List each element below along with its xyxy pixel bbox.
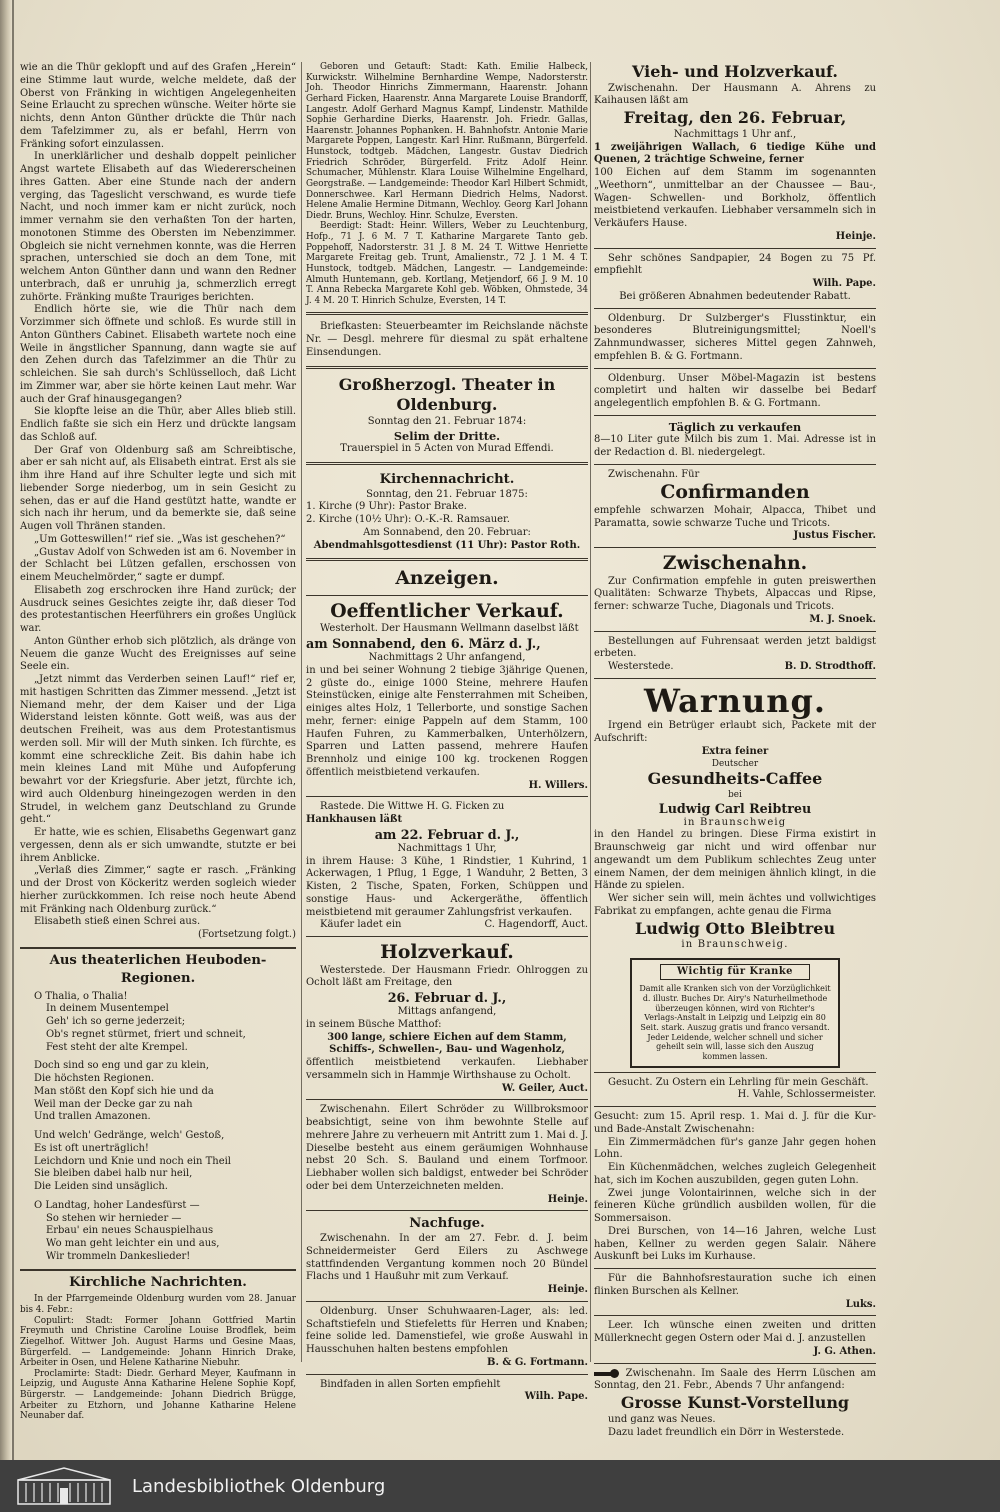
poem-line: Fest steht der alte Krempel. (46, 1041, 188, 1053)
column-1 (20, 62, 296, 1422)
sale-time: Nachmittags 2 Uhr anfangend, (368, 652, 526, 664)
cattle-signature: Heinje. (835, 230, 876, 242)
divider (306, 366, 588, 369)
mailbox-notice: Briefkasten: Steuerbeamter im Reichslande nächste Nr. — Desgl. mehrere für diesmal zu spät erhaltene Einsendungen. (306, 321, 588, 358)
births-list: Geboren und Getauft: Stadt: Kath. Emilie Halbeck, Kurwickstr. Wilhelmine Bernhardine Wempe, Nadorsterstr. Joh. Theodor Hinrichs Zimmermann, Haarenstr. Johann Gerhard Ficken, Haarenstr. Anna Margarete Louise Brandorff, Langestr. Adolf Gerhard Magnus Kampf, Lindenstr. Mathilde Sophie Gerhardine Dierks, Haarenstr. Joh. Friedr. Gallas, Haarenstr. Johannes Pophanken. H. Bahnhofstr. Antonie Marie Margarete Poppen, Langestr. Karl Hinr. Rußmann, Bürgerfeld. Hunstock, todtgeb. Mädchen, Langestr. Gustav Diedrich Friedrich Schröder, Bürgerfeld. Fritz Adolf Heinr. Schumacher, Mühlenstr. Klara Louise Wilhelmine Engelhard, Georgstraße. — Landgemeinde: Theodor Karl Hilbert Schmidt, Donnerschwee. Karl Hermann Diedrich Helms, Nadorst. Helene Amalie Hermine Ditmann, Wechloy. Georg Karl Johann Diedr. Bruns, Wechloy. Hinr. Schulze, Eversten. (306, 62, 588, 221)
church-news (20, 1294, 296, 1422)
nachfuge-title: Nachfuge. (409, 1216, 485, 1232)
church-news-title: Kirchliche Nachrichten. (69, 1274, 247, 1290)
miller-text: Leer. Ich wünsche einen zweiten und dritten Müllerknecht gegen Ostern oder Mai d. J. anzustellen (594, 1320, 876, 1345)
warning-real-name: Ludwig Otto Bleibtreu (634, 918, 836, 938)
story-paragraph: Der Graf von Oldenburg saß am Schreibtische, aber er sah nicht auf, als Elisabeth eintrat. Erst als sie ihm ihre Hand auf ihre Schulter legte und sich mit liebender Sorge niederbog, um in sein Gesicht zu sehen, das er auf die Hand gestützt hatte, wandte er sich nach ihr herum, und da bemerkte sie, daß seine Augen voll Thränen standen. (20, 444, 296, 532)
church-service-date: Sonntag, den 21. Februar 1875: (366, 488, 528, 500)
apprentice-signature: H. Vahle, Schlossermeister. (737, 1089, 876, 1101)
gutter-line (12, 0, 14, 1460)
deaths-list: Beerdigt: Stadt: Heinr. Willers, Weber zu Leuchtenburg, Hofp., 71 J. 6 M. 7 T. Katharine Margarete Tanto geb. Poppehoff, Nadorsterstr. 31 J. 8 M. 24 T. Wittwe Henriette Margarete Freitag geb. Trunt, Amalienstr., 72 J. 1 M. 4 T. Hunstock, todtgeb. Mädchen, Langestr. — Landgemeinde: Almuth Huntemann, geb. Kortlang, Metjendorf, 66 J. 9 M. 10 T. Anna Rebecka Margarete Kohl geb. Wöbken, Ohmstede, 34 J. 4 M. 20 T. Hinrich Schulze, Eversten, 14 T. (306, 221, 588, 306)
cattle-intro: Zwischenahn. Der Hausmann A. Ahrens zu Kaihausen läßt am (594, 82, 876, 107)
divider (594, 1072, 876, 1073)
story-paragraph: In unerklärlicher und deshalb doppelt peinlicher Angst wartete Elisabeth auf das Wiedererscheinen ihres Gatten. Aber eine Stunde nach der andern verging, das Tageslicht verschwand, es wurde tiefe Nacht, und noch immer kam er nicht zurück, noch immer vernahm sie den verhaßten Ton der harten, monotonen Stimme des Obersten im Nebenzimmer. Obgleich sie nicht vernehmen konnte, was die Herren sprachen, unterschied sie doch an dem Tone, mit welchem Anton Günther dann und wann den Redner unterbrach, daß er unruhig ja, schmerzlich erregt zuhörte. Fränking mußte Trauriges berichten. (20, 151, 296, 303)
show-title: Grosse Kunst-Vorstellung (620, 1393, 850, 1413)
divider (20, 947, 296, 949)
poem-stanza (20, 1060, 296, 1124)
poem-line: Und trallen Amazonen. (34, 1111, 151, 1123)
seed-signature-row (594, 661, 876, 674)
cattle-text: 100 Eichen auf dem Stamm im sogenannten „Weethorn“, unmittelbar an der Chaussee — Bau-, Wagen- Schwellen- und Borkholz, öffentlich meistbietend verkaufen. Liebhaber versammeln sich in Verkäufers Hause. (594, 167, 876, 230)
church-service-line: Abendmahlsgottesdienst (11 Uhr): Pastor Roth. (313, 539, 581, 551)
sale-intro: Westerholt. Der Hausmann Wellmann daselbst läßt (320, 623, 579, 635)
divider (594, 1363, 876, 1364)
poem-line: Leichdorn und Knie und noch ein Theil (34, 1155, 231, 1167)
church-proclamirte: Proclamirte: Stadt: Diedr. Gerhard Meyer, Kaufmann in Leipzig, und Auguste Anna Katharine Helene Sophie Kopf, Bürgerstr. — Landgemeinde: Johann Diedrich Brügge, Arbeiter zu Etzhorn, und Johanne Katharine Helene Neunaber daf. (20, 1368, 296, 1422)
sale-signature: H. Willers. (528, 779, 588, 791)
spa-jobs-text: Ein Zimmermädchen für's ganze Jahr gegen hohen Lohn. (594, 1136, 876, 1161)
library-footer (0, 1460, 1000, 1512)
warning-text: Wer sicher sein will, mein ächtes und vollwichtiges Fabrikat zu empfangen, achte genau die Firma (594, 893, 876, 917)
sale2-signature-row (306, 919, 588, 932)
poem-line: Doch sind so eng und gar zu klein, (34, 1060, 209, 1072)
milk-text: 8—10 Liter gute Milch bis zum 1. Mai. Adresse ist in der Redaction d. Bl. niedergelegt. (594, 434, 876, 458)
divider (306, 595, 588, 596)
story-paragraph: „Verlaß dies Zimmer,“ sagte er rasch. „Fränking und der Drost von Köckeritz werden sogleich wieder hierher zurückkommen. Ich reise noch heute Abend mit Fränking nach Oldenburg zurück.“ (20, 865, 296, 915)
twine-text: Bindfaden in allen Sorten empfiehlt (320, 1378, 501, 1390)
pointing-hand-icon (594, 1368, 620, 1379)
poem-stanza (20, 1130, 296, 1194)
column-3 (594, 62, 876, 1439)
divider (306, 1099, 588, 1100)
station-text: Für die Bahnhofsrestauration suche ich einen flinken Burschen als Kellner. (594, 1273, 876, 1297)
cattle-sale-title: Vieh- und Holzverkauf. (632, 62, 838, 81)
warning-title: Warnung. (644, 681, 826, 720)
warning-real-city: in Braunschweig. (681, 939, 789, 951)
sandpaper-note: Bei größeren Abnahmen bedeutender Rabatt. (619, 290, 851, 302)
poem-title: Aus theaterlichen Heuboden-Regionen. (49, 952, 267, 986)
story-paragraph: „Jetzt nimmt das Verderben seinen Lauf!“ rief er, mit hastigen Schritten das Zimmer messend. „Jetzt ist Niemand mehr, der dem Kaiser und der Liga Widerstand leisten könnte. Gott weiß, was aus der deutschen Freiheit, was aus dem Protestantismus werden soll. Mir will der Muth sinken. Ich fürchte, es kommt eine schreckliche Zeit. Bis dahin habe ich mein kleines Land mit Mühe und Aufopferung bewahrt vor der Kriegsfurie. Aber jetzt, fürchte ich, wird auch Oldenburg hineingezogen werden in den Strudel, in welchem ganz Deutschland zu Grunde geht.“ (20, 674, 296, 826)
divider (306, 462, 588, 465)
warning-deutsch: Deutscher (711, 758, 759, 769)
spa-jobs-text: Ein Küchenmädchen, welches zugleich Gelegenheit hat, sich im Kochen auszubilden, gegen guten Lohn. (594, 1162, 876, 1186)
sandpaper-signature: Wilh. Pape. (812, 278, 876, 290)
column-rule (301, 62, 302, 1362)
poem-line: Wir trommeln Dankeslieder! (46, 1250, 191, 1262)
sale2-text: in ihrem Hause: 3 Kühe, 1 Rindstier, 1 Kuhrind, 1 Ackerwagen, 1 Pflug, 1 Egge, 1 Wanduhr, 2 Betten, 3 Kisten, 2 Tische, Spaten, Forken, Schüppen und sonstige Haus- und Ackergeräthe, öffentlich meistbietend mit geraumer Zahlungsfrist verkaufen. (306, 855, 588, 918)
poem-stanza (20, 991, 296, 1055)
story-paragraph: Elisabeth zog erschrocken ihre Hand zurück; der Ausdruck seines Gesichtes zeigte ihr, daß dieser Tod des protestantischen Heerführers ein großes Unglück war. (20, 584, 296, 634)
furniture-text: Oldenburg. Unser Möbel-Magazin ist bestens completirt und halten wir dasselbe bei Bedarf angelegentlich empfohlen B. & G. Fortmann. (594, 372, 876, 410)
library-building-icon (16, 1466, 112, 1506)
wood-text: öffentlich meistbietend verkaufen. Liebhaber versammeln sich in Hammje Wirthshause zu Ocholt. (306, 1057, 588, 1081)
sale2-place: Hankhausen läßt (306, 814, 403, 826)
show-text: Dazu ladet freundlich ein Dörr in Westerstede. (608, 1426, 845, 1438)
spa-jobs-text: Gesucht: zum 15. April resp. 1. Mai d. J. für die Kur- und Bade-Anstalt Zwischenahn: (594, 1111, 876, 1135)
poem-stanza (20, 1200, 296, 1264)
divider (594, 1106, 876, 1107)
show-text: und ganz was Neues. (608, 1413, 716, 1425)
divider (594, 308, 876, 309)
twine-signature: Wilh. Pape. (524, 1391, 588, 1403)
public-sale-title: Oeffentlicher Verkauf. (330, 599, 564, 622)
church-intro: In der Pfarrgemeinde Oldenburg wurden vom 28. Januar bis 4. Febr.: (20, 1294, 296, 1315)
warning-text: Irgend ein Betrüger erlaubt sich, Packete mit der Aufschrift: (594, 720, 876, 745)
church-service-line: 2. Kirche (10½ Uhr): O.-K.-R. Ramsauer. (306, 514, 510, 526)
poem-line: Erbau' ein neues Schauspielhaus (46, 1225, 214, 1237)
poem-line: Es ist oft unerträglich! (34, 1142, 149, 1154)
health-notice-box (630, 958, 840, 1068)
health-notice-tab: Wichtig für Kranke (660, 964, 810, 980)
confirmation-text: empfehle schwarzen Mohair, Alpacca, Thibet und Paramatta, sowie schwarze Tuche und Tricots. (594, 504, 876, 529)
poem-line: Die höchsten Regionen. (34, 1073, 155, 1084)
sale2-intro: Rastede. Die Wittwe H. G. Ficken zu (320, 801, 505, 813)
divider (594, 631, 876, 632)
wood-signature: W. Geiler, Auct. (502, 1082, 588, 1094)
wood-time: Mittags anfangend, (397, 1006, 497, 1018)
shoe-text: Oldenburg. Unser Schuhwaaren-Lager, als: led. Schaftstiefeln und Stiefeletts für Herren und Knaben; feine solide led. Damenstiefel, wie große Auswahl in Hausschuhen halten bestens empfohlen (306, 1305, 588, 1356)
sandpaper-text: Sehr schönes Sandpapier, 24 Bogen zu 75 Pf. empfiehlt (594, 252, 876, 277)
house-text: Zwischenahn. Eilert Schröder zu Willbroksmoor beabsichtigt, seine von ihm bewohnte Stelle auf mehrere Jahre zu verheuern mit Antritt zum 1. Mai d. J. Dieselbe besteht aus einem geräumigen Wohnhause nebst 20 Sch. S. Bauland und einem Torfmoor. Liebhaber wollen sich baldigst, entweder bei Schröder oder bei dem Unterzeichneten melden. (306, 1104, 588, 1192)
theater-date: Sonntag den 21. Februar 1874: (367, 416, 527, 428)
poem-line: Sie bleiben dabei halb nur heil, (34, 1168, 193, 1180)
warning-fake-city: in Braunschweig (683, 816, 787, 828)
divider (306, 1374, 588, 1375)
poem-line: O Landtag, hoher Landesfürst — (34, 1199, 200, 1211)
poem-line: Und welch' Gedränge, welch' Gestoß, (34, 1130, 225, 1141)
civil-register (306, 62, 588, 306)
warning-fake-name: Ludwig Carl Reibtreu (658, 800, 812, 816)
poem-line: O Thalia, o Thalia! (34, 990, 128, 1002)
church-service-line: 1. Kirche (9 Uhr): Pastor Brake. (306, 501, 467, 513)
shoe-signature: B. & G. Fortmann. (487, 1356, 588, 1368)
divider (306, 312, 588, 315)
poem-line: Man stößt den Kopf sich hie und da (34, 1085, 214, 1097)
story-paragraph: „Um Gotteswillen!“ rief sie. „Was ist geschehen?“ (34, 533, 286, 545)
divider (306, 1301, 588, 1302)
church-service-title: Kirchennachricht. (379, 471, 515, 487)
divider (306, 1210, 588, 1211)
nachfuge-text: Zwischenahn. In der am 27. Febr. d. J. beim Schneidermeister Gerd Eilers zu Aschwege stattfindenden Vergantung kommen noch 20 Bündel Flachs und 1 Haußuhr mit zum Verkauf. (306, 1233, 588, 1283)
divider (306, 558, 588, 561)
wood-intro: Westerstede. Der Hausmann Friedr. Ohlroggen zu Ocholt läßt am Freitage, den (306, 964, 588, 989)
zwischenahn-text: Zur Confirmation empfehle in guten preiswerthen Qualitäten: Schwarze Thybets, Alpaccas und Ripse, ferner: schwarze Tuche, Diagonals und Tricots. (594, 575, 876, 613)
poem-line: Geh' ich so gerne jederzeit; (46, 1016, 186, 1027)
health-notice-text: Damit alle Kranken sich von der Vorzüglichkeit d. illustr. Buches Dr. Airy's Naturheilmethode überzeugen können, wird von Richter's Verlags-Anstalt in Leipzig und Leipzig ein 80 Seit. stark. Auszug gratis und franco versandt. Jeder Leidende, welcher schnell und sicher geheilt sein will, lasse sich den Auszug kommen lassen. (639, 984, 831, 1062)
divider (306, 796, 588, 797)
divider (594, 678, 876, 679)
poem-line: Wo man geht leichter ein und aus, (46, 1238, 220, 1249)
warning-coffee: Gesundheits-Caffee (647, 769, 823, 789)
spa-jobs-text: Drei Burschen, von 14—16 Jahren, welche Lust haben, Kellner zu werden gegen Salair. Nähere Auskunft bei Luks im Kurhause. (594, 1225, 876, 1263)
divider (594, 547, 876, 548)
sale-date: am Sonnabend, den 6. März d. J., (306, 636, 541, 652)
spa-jobs-text: Zwei junge Volontairinnen, welche sich in der feineren Küche gründlich ausbilden wollen, für die Sommersaison. (594, 1187, 876, 1225)
zwischenahn-signature: M. J. Snoek. (809, 613, 876, 625)
confirmation-title: Confirmanden (660, 481, 810, 504)
story-paragraph: Anton Günther erhob sich plötzlich, als dränge von Neuem die ganze Wucht des Ereignisses auf seine Seele ein. (20, 635, 296, 673)
wood-text: 300 lange, schiere Eichen auf dem Stamm, Schiffs-, Schwellen-, Bau- und Wagenholz, (327, 1031, 567, 1056)
confirmation-signature: Justus Fischer. (793, 530, 876, 542)
zwischenahn-title: Zwischenahn. (662, 552, 808, 575)
confirmation-intro: Zwischenahn. Für (608, 468, 700, 480)
poem-line: Weil man der Decke gar zu nah (34, 1098, 193, 1110)
wood-text: in seinem Büsche Matthof: (306, 1018, 442, 1030)
cattle-date: Freitag, den 26. Februar, (623, 108, 847, 128)
poem-line: Die Leiden sind unsäglich. (34, 1181, 168, 1192)
poem (20, 991, 296, 1264)
divider (594, 1268, 876, 1269)
cattle-time: Nachmittags 1 Uhr anf., (673, 128, 797, 140)
divider (20, 1269, 296, 1271)
warning-bei: bei (728, 790, 742, 801)
wood-date: 26. Februar d. J., (387, 990, 507, 1006)
seed-signature: B. D. Strodthoff. (784, 661, 876, 673)
divider (594, 415, 876, 416)
divider (306, 936, 588, 937)
story-paragraph: Endlich hörte sie, wie die Thür nach dem Vorzimmer sich öffnete und schloß. Es wurde still in Anton Günthers Cabinet. Elisabeth wartete noch eine Weile in ängstlicher Spannung, dann wagte sie auf den Zehen durch das Tafelzimmer an die Thür zu schleichen. Sie sah durch's Schlüsselloch, daß Licht im Zimmer war, aber sie hörte keinen Laut mehr. War auch der Graf hinausgegangen? (20, 304, 296, 405)
story-paragraph: Er hatte, wie es schien, Elisabeths Gegenwart ganz vergessen, denn als er sich umwandte, stutzte er bei ihrem Anblicke. (20, 827, 296, 864)
story-paragraph: „Gustav Adolf von Schweden ist am 6. November in der Schlacht bei Lützen gefallen, erschossen von einem Meuchelmörder,“ sagte er dumpf. (20, 546, 296, 583)
milk-title: Täglich zu verkaufen (668, 419, 802, 434)
warning-extra: Extra feiner (701, 745, 769, 757)
apprentice-text: Gesucht. Zu Ostern ein Lehrling für mein Geschäft. (608, 1076, 869, 1088)
seed-text: Bestellungen auf Fuhrensaat werden jetzt baldigst erbeten. (594, 635, 876, 660)
divider (594, 368, 876, 369)
church-service-line: Am Sonnabend, den 20. Februar: (363, 526, 531, 538)
sale2-signature-left: Käufer ladet ein (320, 919, 402, 931)
serial-story (20, 62, 296, 942)
sale2-time: Nachmittags 1 Uhr, (397, 842, 497, 854)
miller-signature: J. G. Athen. (813, 1345, 876, 1357)
story-paragraph: Sie klopfte leise an die Thür, aber Alles blieb still. Endlich faßte sie sich ein Herz und drückte langsam das Schloß auf. (20, 406, 296, 443)
theater-title: Großherzogl. Theater in Oldenburg. (338, 374, 556, 415)
poem-line: Ob's regnet stürmet, friert und schneit, (46, 1028, 246, 1040)
ads-title: Anzeigen. (395, 567, 499, 590)
previous-page-edge (0, 0, 12, 1460)
poem-line: So stehen wir hernieder — (46, 1212, 182, 1224)
show-intro: Zwischenahn. Im Saale des Herrn Lüschen am Sonntag, den 21. Febr., Abends 7 Uhr anfangend: (594, 1367, 877, 1392)
library-name: Landesbibliothek Oldenburg (132, 1475, 386, 1497)
house-signature: Heinje. (547, 1193, 588, 1205)
wood-sale-title: Holzverkauf. (380, 941, 514, 964)
tincture-text: Oldenburg. Dr Sulzberger's Flusstinktur, ein besonderes Blutreinigungsmittel; Noell's Zahnmundwasser, sicheres Mittel gegen Zahnweh, empfehlen B. & G. Fortmann. (594, 312, 876, 362)
church-copulirt: Copulirt: Stadt: Former Johann Gottfried Martin Freymuth und Christine Caroline Louise Brodflek, beim Ziegelhof. Wittwer Joh. August Harms und Gesine Maas, Bürgerfeld. — Landgemeinde: Johann Hinrich Drake, Arbeiter in Osen, und Helene Katharine Niebuhr. (20, 1315, 296, 1369)
warning-text: in den Handel zu bringen. Diese Firma existirt in Braunschweig gar nicht und wird offenbar nur angewandt um dem Publikum schlechtes Zeug unter einem Namen, der dem meinigen ähnlich klingt, in die Hände zu spielen. (594, 829, 876, 892)
sale2-signature: C. Hagendorff, Auct. (484, 919, 588, 931)
divider (594, 248, 876, 249)
continuation-note: (Fortsetzung folgt.) (197, 929, 296, 940)
story-paragraph: wie an die Thür geklopft und auf des Grafen „Herein“ eine Stimme laut wurde, welche meldete, daß der Oberst von Fränking in wichtigen Angelegenheiten Seine Erlaucht zu sprechen wünsche. Weiter hörte sie nichts, denn Anton Günther drückte die Thür nach dem Tafelzimmer zu, als er befahl, Herrn von Fränking sofort einzulassen. (20, 62, 296, 150)
poem-line: In deinem Musentempel (46, 1003, 169, 1015)
divider (594, 1315, 876, 1316)
sale2-date: am 22. Februar d. J., (374, 826, 520, 842)
cattle-text: 1 zweijährigen Wallach, 6 tiedige Kühe und Quenen, 2 trächtige Schweine, ferner (594, 141, 876, 166)
column-rule (590, 62, 591, 1362)
station-signature: Luks. (845, 1298, 876, 1310)
sale-text: in und bei seiner Wohnung 2 tiebige 3jährige Quenen, 2 güste do., einige 1000 Steine, mehrere Haufen Steinstücken, einige alte Fensterrahmen mit Scheiben, einiges altes Holz, 1 Tellerborte, und sonstige Sachen mehr, ferner: einige Pappeln auf dem Stamm, 100 Haufen Fuhren, zu Kammerbalken, Unterhölzern, Sparren und Latten passend, mehrere Haufen Brennholz und einige 100 kg. trockenen Roggen öffentlich meistbietend verkaufen. (306, 664, 588, 778)
divider (594, 464, 876, 465)
nachfuge-signature: Heinje. (547, 1284, 588, 1296)
theater-play: Selim der Dritte. (393, 428, 501, 443)
seed-place: Westerstede. (608, 661, 674, 673)
theater-desc: Trauerspiel in 5 Acten von Murad Effendi. (340, 442, 554, 454)
show-intro-row (594, 1368, 876, 1394)
story-paragraph: Elisabeth stieß einen Schrei aus. (34, 916, 201, 928)
column-2 (306, 62, 588, 1404)
